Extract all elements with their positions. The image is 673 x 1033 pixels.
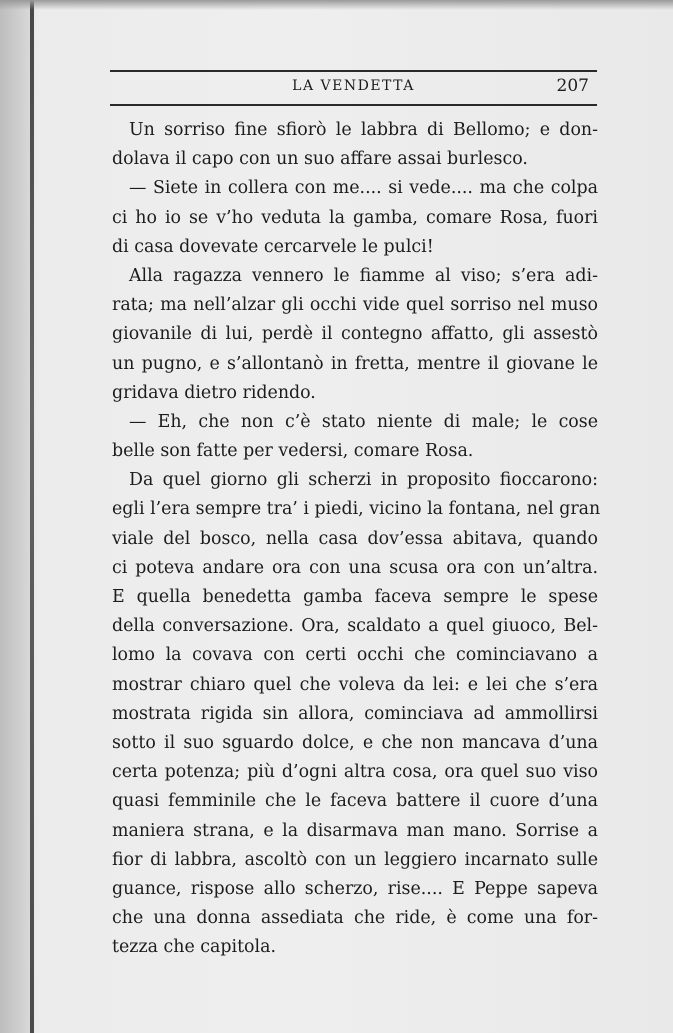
text-line: E quella benedetta gamba faceva sempre le spese	[112, 587, 598, 607]
text-line: sotto il suo sguardo dolce, e che non mancava d’una	[112, 732, 598, 753]
text-line: egli l’era sempre tra’ i piedi, vicino la fontana, nel gran	[112, 499, 601, 520]
header-rule-bottom	[110, 104, 597, 106]
text-line: giovanile di lui, perdè il contegno affatto, gli assestò	[112, 324, 598, 345]
text-line: quasi femminile che le faceva battere il cuore d’una	[112, 791, 598, 812]
text-line: ci ho io se v’ho veduta la gamba, comare Rosa, fuori	[112, 207, 598, 228]
text-line: lomo la covava con certi occhi che cominciavano a	[112, 645, 598, 666]
text-line: ci poteva andare ora con una scusa ora con un’altra.	[112, 557, 598, 578]
text-line: Un sorriso fine sfiorò le labbra di Bellomo; e don-	[129, 120, 598, 140]
text-line: guance, rispose allo scherzo, rise.... E Peppe sapeva	[112, 878, 598, 899]
page-number: 207	[556, 76, 589, 96]
text-line: fior di labbra, ascoltò con un leggiero incarnato sulle	[112, 849, 598, 870]
text-line: belle son fatte per vedersi, comare Rosa.	[112, 441, 474, 462]
text-line: della conversazione. Ora, scaldato a quel giuoco, Bel-	[112, 616, 598, 637]
text-line: che una donna assediata che ride, è come una for-	[112, 908, 598, 929]
text-line: Da quel giorno gli scherzi in proposito fioccarono:	[129, 470, 598, 491]
text-line: certa potenza; più d’ogni altra cosa, ora quel suo viso	[112, 762, 598, 783]
text-line: gridava dietro ridendo.	[112, 382, 316, 403]
text-line: viale del bosco, nella casa dov’essa abitava, quando	[112, 528, 598, 549]
text-line: — Eh, che non c’è stato niente di male; le cose	[129, 411, 598, 432]
text-line: — Siete in collera con me.... si vede.... ma che colpa	[129, 178, 598, 199]
header-rule-top	[110, 70, 597, 72]
top-shadow	[0, 0, 673, 10]
running-title: LA VENDETTA	[292, 78, 415, 94]
text-line: di casa dovevate cercarvele le pulci!	[112, 236, 434, 257]
text-line: maniera strana, e la disarmava man mano. Sorrise a	[112, 820, 598, 841]
text-line: rata; ma nell’alzar gli occhi vide quel sorriso nel muso	[112, 295, 598, 316]
text-line: tezza che capitola.	[112, 937, 276, 958]
text-line: Alla ragazza vennero le fiamme al viso; s’era adi-	[129, 265, 598, 286]
page-header	[110, 64, 597, 112]
body-text	[112, 116, 601, 962]
text-line: un pugno, e s’allontanò in fretta, mentre il giovane le	[112, 353, 598, 374]
text-line: mostrar chiaro quel che voleva da lei: e lei che s’era	[112, 674, 598, 695]
binding-edge	[30, 0, 34, 1033]
text-line: dolava il capo con un suo affare assai burlesco.	[112, 149, 528, 170]
text-line: mostrata rigida sin allora, cominciava ad ammollirsi	[112, 703, 598, 724]
binding-shadow	[0, 0, 30, 1033]
